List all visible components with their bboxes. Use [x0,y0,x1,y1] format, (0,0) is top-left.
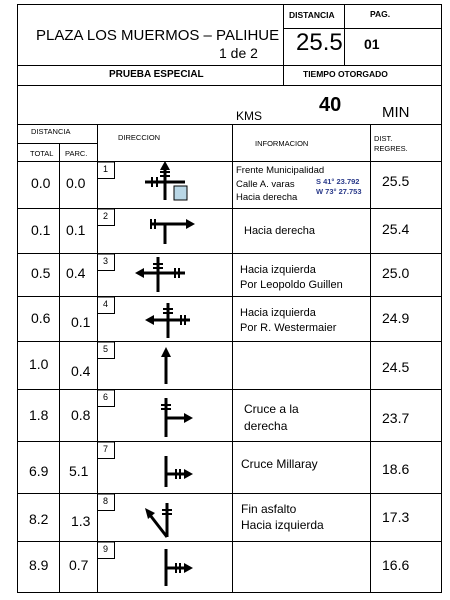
row-3-info-line1: Hacia izquierda [240,264,316,276]
row-9-total: 8.9 [29,557,49,573]
row-9-regres: 16.6 [382,557,410,573]
row-8-regres: 17.3 [382,509,410,525]
tiempo-value: 40 [319,94,342,116]
tiempo-otorgado-label: TIEMPO OTORGADO [303,69,388,79]
tulip-1-icon [145,161,187,200]
row-6-info-line1: Cruce a la [244,402,299,416]
row-3-parc: 0.4 [66,265,86,281]
row-1-step: 1 [103,164,109,174]
row-7-step: 7 [103,444,109,454]
col-distancia: DISTANCIA [31,127,71,136]
col-dist-regres-line2: REGRES. [374,144,408,154]
min-unit: MIN [382,104,410,121]
row-9-step: 9 [103,544,109,554]
tulip-5-icon [161,347,171,384]
col-parc: PARC. [65,149,88,158]
distancia-value: 25.5 [296,29,343,56]
col-direccion: DIRECCION [118,133,161,142]
row-1-total: 0.0 [31,175,51,191]
row-2-step: 2 [103,211,109,221]
row-1-info-line2: Calle A. varas [236,179,295,190]
row-1-info-line3: Hacia derecha [236,192,298,203]
row-3-info-line2: Por Leopoldo Guillen [240,279,343,291]
tulip-9-icon [166,549,193,586]
pag-value: 01 [364,36,380,52]
tulip-2-icon [150,219,195,244]
row-3-step: 3 [103,256,109,266]
row-5-regres: 24.5 [382,359,410,375]
prueba-especial-label: PRUEBA ESPECIAL [109,69,204,80]
tulip-3-icon [135,257,185,292]
row-7-info-line1: Cruce Millaray [241,457,318,471]
pag-label: PAG. [370,9,391,19]
row-7-regres: 18.6 [382,461,410,477]
row-6-total: 1.8 [29,407,49,423]
row-1-lon: W 73° 27.753 [316,187,362,196]
row-8-info-line1: Fin asfalto [241,502,297,516]
col-dist-regres-line1: DIST. [374,134,393,143]
distancia-label: DISTANCIA [289,10,335,20]
row-1-regres: 25.5 [382,173,410,189]
row-5-step: 5 [103,344,109,354]
row-7-parc: 5.1 [69,463,89,479]
page-number: 1 de 2 [219,45,258,61]
row-1-info-line1: Frente Municipalidad [236,165,325,176]
row-1-lat: S 41° 23.792 [316,177,360,186]
row-8-total: 8.2 [29,511,49,527]
row-3-regres: 25.0 [382,265,410,281]
row-6-parc: 0.8 [71,407,91,423]
row-2-regres: 25.4 [382,221,410,237]
row-5-total: 1.0 [29,356,49,372]
tulip-6-icon [161,398,193,437]
row-1-parc: 0.0 [66,175,86,191]
row-2-total: 0.1 [31,222,51,238]
row-4-info-line1: Hacia izquierda [240,307,316,319]
row-3-total: 0.5 [31,265,51,281]
row-5-parc: 0.4 [71,363,91,379]
tulip-7-icon [166,456,193,487]
row-7-total: 6.9 [29,463,49,479]
tulip-4-icon [145,303,190,338]
col-total: TOTAL [30,149,54,158]
row-8-info-line2: Hacia izquierda [241,518,324,532]
row-6-regres: 23.7 [382,410,410,426]
row-9-parc: 0.7 [69,557,89,573]
col-informacion: INFORMACION [255,139,309,148]
row-6-step: 6 [103,392,109,402]
row-8-step: 8 [103,496,109,506]
kms-unit: KMS [236,109,263,123]
row-4-parc: 0.1 [71,314,91,330]
row-4-info-line2: Por R. Westermaier [240,322,337,334]
tulip-8-icon [145,503,172,537]
row-6-info-line2: derecha [244,419,288,433]
row-4-regres: 24.9 [382,310,410,326]
event-title: PLAZA LOS MUERMOS – PALIHUE [36,27,280,44]
row-4-step: 4 [103,299,109,309]
row-8-parc: 1.3 [71,513,91,529]
row-2-parc: 0.1 [66,222,86,238]
row-2-info-line1: Hacia derecha [244,225,315,237]
row-4-total: 0.6 [31,310,51,326]
